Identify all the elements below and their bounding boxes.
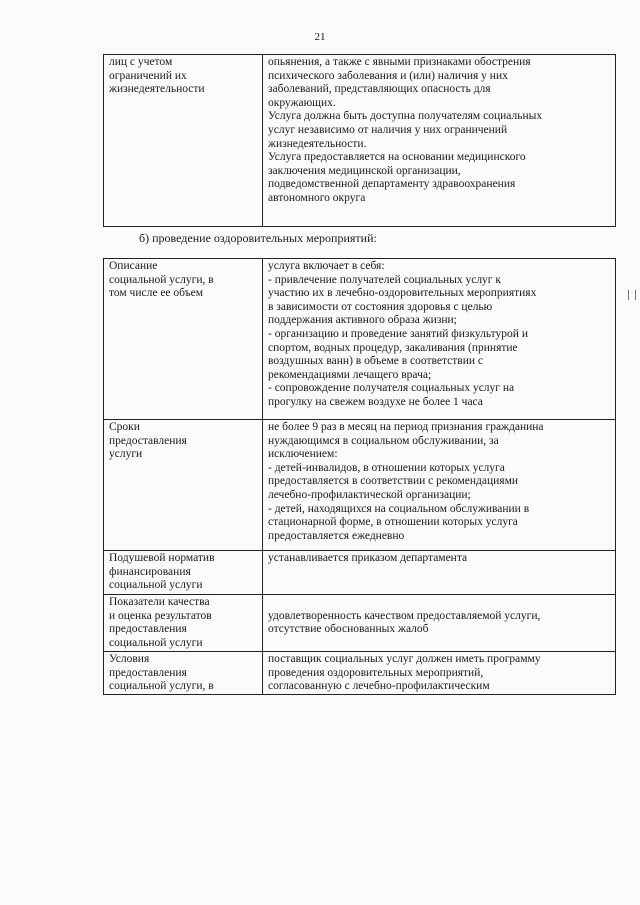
row-content: устанавливается приказом департамента xyxy=(263,551,616,595)
table-row xyxy=(104,551,616,595)
service-table xyxy=(103,258,616,695)
row-content: поставщик социальных услуг должен иметь программу проведения оздоровительных мероприятий, согласованную с лечебно-профилактическим xyxy=(263,652,616,695)
row-content: не более 9 раз в месяц на период признания гражданина нуждающимся в социальном обслуживании, за исключением: - детей-инвалидов, в отношении которых услуга предоставляется в соответствии с рекомендациями лечебно-профилактической организации; - детей, находящихся на социальном обслуживании в стационарной форме, в отношении которых услуга предоставляется ежедневно xyxy=(263,420,616,551)
row-content: опьянения, а также с явными признаками обострения психического заболевания и (или) наличия у них заболеваний, представляющих опасность для окружающих. Услуга должна быть доступна получателям социальных услуг независимо от наличия у них ограничений жизнедеятельности. Услуга предоставляется на основании медицинского заключения медицинской организации, подведомственной департаменту здравоохранения автономного округа xyxy=(263,55,616,227)
table-row xyxy=(104,420,616,551)
row-content: удовлетворенность качеством предоставляемой услуги, отсутствие обоснованных жалоб xyxy=(263,595,616,652)
row-label: Описание социальной услуги, в том числе ее объем xyxy=(104,259,263,420)
row-label: Условия предоставления социальной услуги, в xyxy=(104,652,263,695)
table-row xyxy=(104,55,616,227)
table-row xyxy=(104,259,616,420)
row-label: Подушевой норматив финансирования социальной услуги xyxy=(104,551,263,595)
row-content: услуга включает в себя: - привлечение получателей социальных услуг к участию их в лечебно-оздоровительных мероприятиях в зависимости от состояния здоровья с целью поддержания активного образа жизни; - организацию и проведение занятий физкультурой и спортом, водных процедур, закаливания (принятие воздушных ванн) в объеме в соответствии с рекомендациями лечащего врача; - сопровождение получателя социальных услуг на прогулку на свежем воздухе не более 1 часа xyxy=(263,259,616,420)
table-row xyxy=(104,595,616,652)
row-label: Сроки предоставления услуги xyxy=(104,420,263,551)
row-label: лиц с учетом ограничений их жизнедеятельности xyxy=(104,55,263,227)
scan-artifact xyxy=(628,290,636,300)
section-subheading: б) проведение оздоровительных мероприятий: xyxy=(139,231,377,245)
row-label: Показатели качества и оценка результатов предоставления социальной услуги xyxy=(104,595,263,652)
table-row xyxy=(104,652,616,695)
continuation-table xyxy=(103,54,616,227)
page-number: 21 xyxy=(314,31,326,43)
